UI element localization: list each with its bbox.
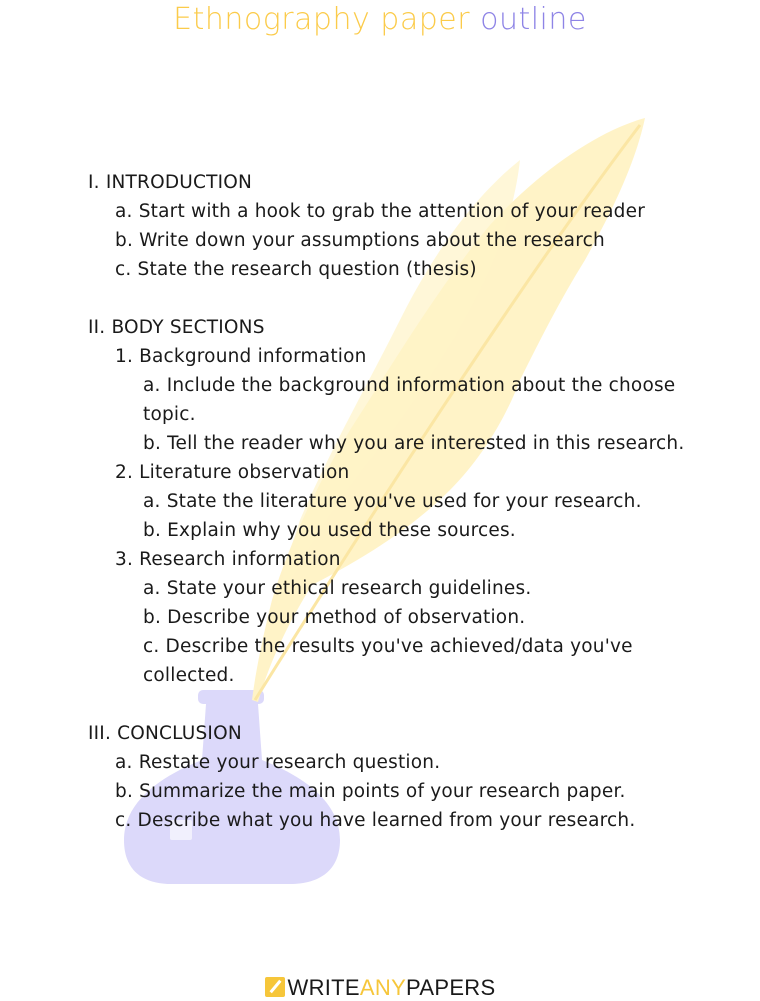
- list-marker: a.: [115, 752, 133, 773]
- brand-logo: [0, 975, 760, 1001]
- outline: [88, 168, 688, 835]
- list-marker: a.: [143, 491, 161, 512]
- list-marker: b.: [143, 607, 162, 628]
- list-item-text: Include the background information about the choose topic.: [143, 375, 676, 425]
- list-marker: b.: [115, 781, 134, 802]
- section-heading-body: II. BODY SECTIONS: [88, 317, 265, 338]
- list-item-text: State your ethical research guidelines.: [166, 578, 532, 599]
- list-item-text: Write down your assumptions about the research: [139, 230, 605, 251]
- list-item-text: Describe your method of observation.: [167, 607, 526, 628]
- list-item: [88, 748, 688, 777]
- list-item: [88, 516, 688, 545]
- list-item-text: Start with a hook to grab the attention of your reader: [138, 201, 646, 222]
- list-item: [88, 574, 688, 603]
- section-heading-introduction: I. INTRODUCTION: [88, 172, 253, 193]
- list-marker: c.: [115, 810, 132, 831]
- subsection-heading: 2. Literature observation: [115, 462, 350, 483]
- list-marker: c.: [143, 636, 160, 657]
- brand-part-3: PAPERS: [406, 975, 496, 1000]
- list-item-text: State the literature you've used for your research.: [166, 491, 642, 512]
- list-item: [88, 371, 688, 429]
- title-part-1: Ethnography paper: [173, 2, 471, 37]
- list-item-text: Explain why you used these sources.: [167, 520, 516, 541]
- section-heading-conclusion: III. CONCLUSION: [88, 723, 242, 744]
- list-item: [88, 777, 688, 806]
- list-item-text: Summarize the main points of your research paper.: [139, 781, 626, 802]
- list-marker: a.: [143, 375, 161, 396]
- list-marker: b.: [143, 520, 162, 541]
- list-item: [88, 226, 688, 255]
- list-item: [88, 255, 688, 284]
- brand-part-1: WRITE: [287, 975, 360, 1000]
- title-part-2: outline: [480, 2, 587, 37]
- brand-part-2: ANY: [359, 975, 407, 1000]
- list-item: [88, 603, 688, 632]
- list-marker: b.: [115, 230, 134, 251]
- list-item-text: Restate your research question.: [138, 752, 441, 773]
- list-item: [88, 487, 688, 516]
- list-item: [88, 429, 688, 458]
- list-item: [88, 806, 688, 835]
- list-item-text: Describe the results you've achieved/data you've collected.: [143, 636, 633, 686]
- list-item: [88, 197, 688, 226]
- list-marker: c.: [115, 259, 132, 280]
- pencil-icon: [265, 977, 285, 997]
- list-item: [88, 632, 688, 690]
- subsection-heading: 1. Background information: [115, 346, 367, 367]
- list-item-text: Describe what you have learned from your research.: [137, 810, 636, 831]
- list-item-text: Tell the reader why you are interested in this research.: [167, 433, 685, 454]
- list-marker: b.: [143, 433, 162, 454]
- list-marker: a.: [143, 578, 161, 599]
- list-item-text: State the research question (thesis): [137, 259, 477, 280]
- list-marker: a.: [115, 201, 133, 222]
- subsection-heading: 3. Research information: [115, 549, 341, 570]
